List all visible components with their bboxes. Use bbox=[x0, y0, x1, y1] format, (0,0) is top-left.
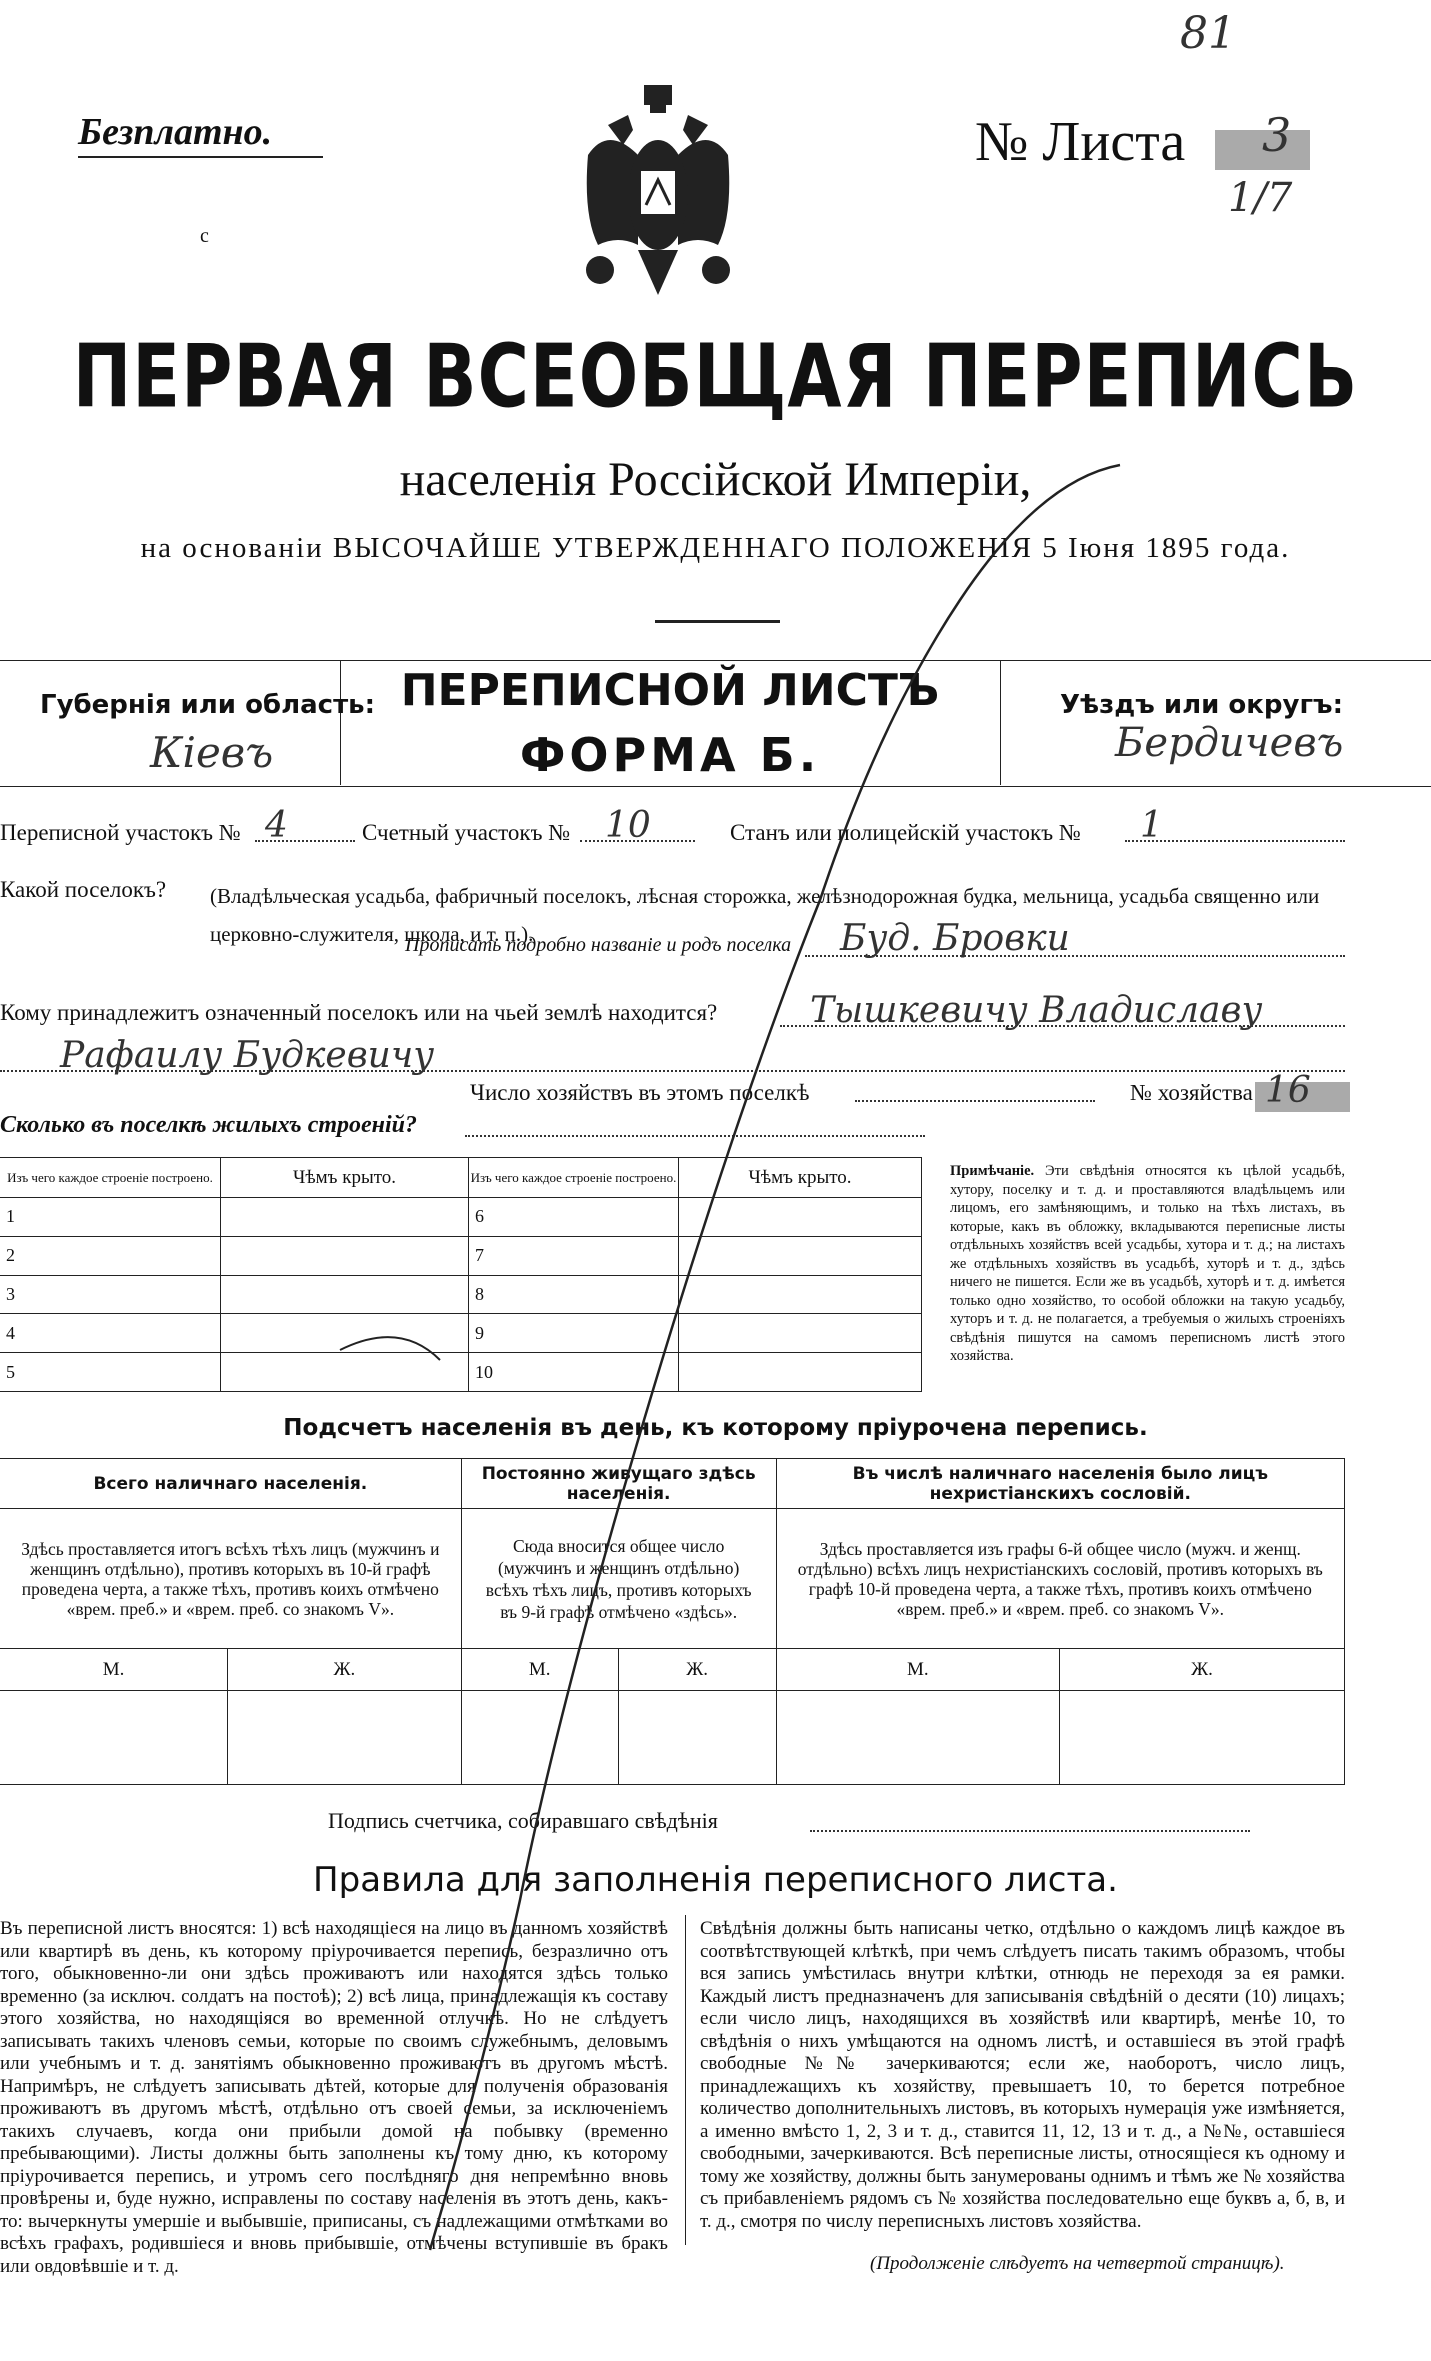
imperial-eagle-emblem bbox=[578, 85, 738, 305]
sheet-number-fraction: 1/7 bbox=[1228, 175, 1293, 221]
count-col2-text: Сюда вносится общее число (мужчинъ и женщинъ отдѣльно) всѣхъ тѣхъ лицъ, противъ которыхъ въ 9-й графѣ отмѣчено «здѣсь». bbox=[461, 1509, 776, 1649]
census-district-label: Переписной участокъ № bbox=[0, 820, 241, 845]
sheet-number-value: 3 bbox=[1262, 108, 1292, 162]
col-material-left: Изъ чего каждое строеніе построено. bbox=[0, 1158, 221, 1198]
building-row-1: 1 bbox=[0, 1198, 221, 1237]
household-no-label: № хозяйства bbox=[1130, 1080, 1253, 1105]
building-row-8: 8 bbox=[469, 1275, 679, 1314]
building-row-10: 10 bbox=[469, 1353, 679, 1392]
households-line bbox=[855, 1100, 1095, 1102]
free-label: Безплатно. bbox=[78, 111, 273, 153]
count-col3-f: Ж. bbox=[1060, 1649, 1345, 1691]
owner-line-1 bbox=[780, 1025, 1345, 1027]
sheet-title: ПЕРЕПИСНОЙ ЛИСТЪ bbox=[400, 665, 940, 716]
col-material-right: Изъ чего каждое строеніе построено. bbox=[469, 1158, 679, 1198]
owner-value-2: Рафаилу Будкевичу bbox=[60, 1035, 435, 1076]
settlement-label: Какой поселокъ? bbox=[0, 877, 167, 902]
owner-value-1: Тышкевичу Владиславу bbox=[810, 990, 1263, 1031]
station-value: 1 bbox=[1140, 805, 1163, 846]
household-no-value: 16 bbox=[1265, 1070, 1311, 1111]
settlement-hint: (Владѣльческая усадьба, фабричный поселокъ, лѣсная сторожка, желѣзнодорожная будка, мельница, усадьба священно или церковно-служителя, школа, и т. п.). bbox=[210, 884, 1320, 946]
buildings-table bbox=[0, 1157, 922, 1392]
rules-heading: Правила для заполненія переписного листа. bbox=[313, 1860, 1118, 1900]
settlement-instruction: Прописать подробно названіе и родъ поселка bbox=[405, 934, 792, 956]
count-col3-m: М. bbox=[776, 1649, 1059, 1691]
header-box-divider-right bbox=[1000, 660, 1001, 785]
count-col3-title: Въ числѣ наличнаго населенія было лицъ нехристіанскихъ сословій. bbox=[776, 1459, 1344, 1509]
owner-line-2 bbox=[0, 1070, 1345, 1072]
sheet-number-label: № Листа bbox=[975, 111, 1186, 173]
note-text: Эти свѣдѣнія относятся къ цѣлой усадьбѣ, хутору, поселку и т. д. и проставляются владѣльцемъ или лицомъ, его замѣняющимъ, и только на тѣхъ листахъ, въ которые, какъ въ обложку, вкладываются переписные листы отдѣльныхъ хозяйствъ всей усадьбы, хутора и т. д.; на листахъ же отдѣльныхъ хозяйствъ въ усадьбѣ, хуторѣ и т. д., здѣсь ничего не пишется. Если же въ усадьбѣ, хуторѣ и т. д. имѣется только одно хозяйство, то особой обложки на такую усадьбу, хуторъ и т. д. не полагается, а требуемыя о жилыхъ строеніяхъ свѣдѣнія пишутся на самомъ переписномъ листѣ этого хозяйства. bbox=[950, 1163, 1346, 1364]
count-district-label: Счетный участокъ № bbox=[362, 820, 571, 845]
district-label: Уѣздъ или округъ: bbox=[1060, 690, 1343, 720]
buildings-line bbox=[465, 1135, 925, 1137]
building-row-6: 6 bbox=[469, 1198, 679, 1237]
sub-title: населенія Россійской Имперіи, bbox=[399, 453, 1032, 506]
count-col3-text: Здѣсь проставляется изъ графы 6-й общее число (мужч. и женщ. отдѣльно) всѣхъ лицъ нехристіанскихъ сословій, противъ которыхъ въ графѣ 10-й проведена черта, а также тѣхъ, противъ коихъ отмѣчено «врем. преб.» и «врем. преб. со знакомъ V». bbox=[776, 1509, 1344, 1649]
signature-label: Подпись счетчика, собиравшаго свѣдѣнія bbox=[328, 1808, 718, 1833]
col-roof-right: Чѣмъ крыто. bbox=[679, 1158, 922, 1198]
rules-left-column: Въ переписной листъ вносятся: 1) всѣ находящіеся на лицо въ данномъ хозяйствѣ или квартирѣ въ день, къ которому пріурочивается перепись, безразлично отъ того, обыкновенно-ли они здѣсь проживаютъ или находятся здѣсь только временно (за исключ. солдатъ на постоѣ); 2) всѣ лица, принадлежащія къ составу этого хозяйства, но находящіяся во временной отлучкѣ. Но не слѣдуетъ записывать такихъ членовъ семьи, которые по своимъ служебнымъ, деловымъ или учебнымъ и т. д. занятіямъ обыкновенно проживаютъ въ другомъ мѣстѣ. Напримѣръ, не слѣдуетъ записывать дѣтей, которые для полученія образованія проживаютъ въ другомъ мѣстѣ, отдѣльно отъ своей семьи, за исключеніемъ такихъ случаевъ, когда они прибыли домой на побывку (временно пребывающими). Листы должны быть заполнены къ тому дню, къ которому пріурочивается перепись, и утромъ сего послѣдняго дня непремѣнно вновь провѣрены и, буде нужно, исправлены по составу населенія въ этотъ день, какъ-то: вычеркнуты умершіе и выбывшіе, приписаны, съ надлежащими отмѣтками во всѣхъ графахъ, родившіеся и вновь прибывшіе, отмѣчены вступившіе въ бракъ или овдовѣвшіе и т. д. bbox=[0, 1918, 668, 2277]
count-col1-title: Всего наличнаго населенія. bbox=[0, 1459, 461, 1509]
title-divider bbox=[655, 620, 780, 623]
small-mark: с bbox=[200, 225, 209, 247]
count-col2-title: Постоянно живущаго здѣсь населенія. bbox=[461, 1459, 776, 1509]
building-row-2: 2 bbox=[0, 1236, 221, 1275]
free-label-underline bbox=[78, 156, 323, 158]
count-col1-f: Ж. bbox=[228, 1649, 462, 1691]
census-district-value: 4 bbox=[265, 805, 288, 846]
rules-right-column: Свѣдѣнія должны быть написаны четко, отдѣльно о каждомъ лицѣ каждое въ соотвѣтствующей клѣткѣ, при чемъ слѣдуетъ писать такимъ образомъ, чтобы вся запись умѣстилась внутри клѣтки, отнюдь не переходя за ея рамки. Каждый листъ предназначенъ для записыванія свѣдѣній о десяти (10) лицахъ; если число лицъ, находящихся въ хозяйствѣ или квартирѣ, менѣе 10, то свѣдѣнія о нихъ умѣщаются на одномъ листѣ, и оставшіеся въ этой графѣ свободные №№ зачеркиваются; если же, наоборотъ, число лицъ, принадлежащихъ къ хозяйству, превышаетъ 10, то берется потребное количество дополнительныхъ листовъ, въ которыхъ нумерація уже измѣняется, а именно вмѣсто 1, 2, 3 и т. д., ставится 11, 12, 13 и т. д., а №№, оставшіеся свободными, зачеркиваются. Всѣ переписные листы, относящіеся къ одному и тому же хозяйству, должны быть занумерованы однимъ и тѣмъ же № хозяйства съ прибавленіемъ рядомъ съ № хозяйства последовательно еще буквъ а, б, в, и т. д., смотря по числу переписныхъ листовъ хозяйства. bbox=[700, 1918, 1345, 2232]
province-label: Губернія или область: bbox=[40, 690, 375, 720]
count-col2-f: Ж. bbox=[618, 1649, 776, 1691]
count-heading: Подсчетъ населенія въ день, къ которому пріурочена перепись. bbox=[283, 1415, 1148, 1441]
building-row-7: 7 bbox=[469, 1236, 679, 1275]
count-col2-m: М. bbox=[461, 1649, 618, 1691]
main-title: ПЕРВАЯ ВСЕОБЩАЯ ПЕРЕПИСЬ bbox=[72, 325, 1359, 428]
count-col1-text: Здѣсь проставляется итогъ всѣхъ тѣхъ лицъ (мужчинъ и женщинъ отдѣльно), противъ которыхъ въ 10-й графѣ проведена черта, а также тѣхъ, противъ коихъ отмѣчено «врем. преб.» и «врем. преб. со знакомъ V». bbox=[0, 1509, 461, 1649]
settlement-value: Буд. Бровки bbox=[840, 918, 1070, 959]
count-district-value: 10 bbox=[605, 805, 651, 846]
col-roof-left: Чѣмъ крыто. bbox=[221, 1158, 469, 1198]
rules-continue-note: (Продолженіе слѣдуетъ на четвертой страницѣ). bbox=[870, 2253, 1285, 2274]
building-row-5: 5 bbox=[0, 1353, 221, 1392]
province-value: Кіевъ bbox=[150, 728, 274, 777]
households-label: Число хозяйствъ въ этомъ поселкѣ bbox=[470, 1080, 810, 1105]
regulation-line: на основаніи ВЫСОЧАЙШЕ УТВЕРЖДЕННАГО ПОЛОЖЕНІЯ 5 Іюня 1895 года. bbox=[140, 532, 1291, 564]
signature-line bbox=[810, 1830, 1250, 1832]
station-label: Станъ или полицейскій участокъ № bbox=[730, 820, 1081, 845]
building-row-4: 4 bbox=[0, 1314, 221, 1353]
form-title: ФОРМА Б. bbox=[519, 728, 821, 782]
note-block bbox=[950, 1162, 1345, 1366]
count-table bbox=[0, 1458, 1345, 1785]
building-row-3: 3 bbox=[0, 1275, 221, 1314]
corner-handwritten-number: 81 bbox=[1180, 8, 1236, 59]
owner-label: Кому принадлежитъ означенный поселокъ или на чьей землѣ находится? bbox=[0, 1000, 718, 1025]
building-row-9: 9 bbox=[469, 1314, 679, 1353]
count-col1-m: М. bbox=[0, 1649, 228, 1691]
rules-column-divider bbox=[685, 1915, 686, 2245]
note-title: Примѣчаніе. bbox=[950, 1163, 1035, 1179]
buildings-label: Сколько въ поселкѣ жилыхъ строеній? bbox=[0, 1112, 417, 1138]
district-value: Бердичевъ bbox=[1115, 720, 1344, 766]
